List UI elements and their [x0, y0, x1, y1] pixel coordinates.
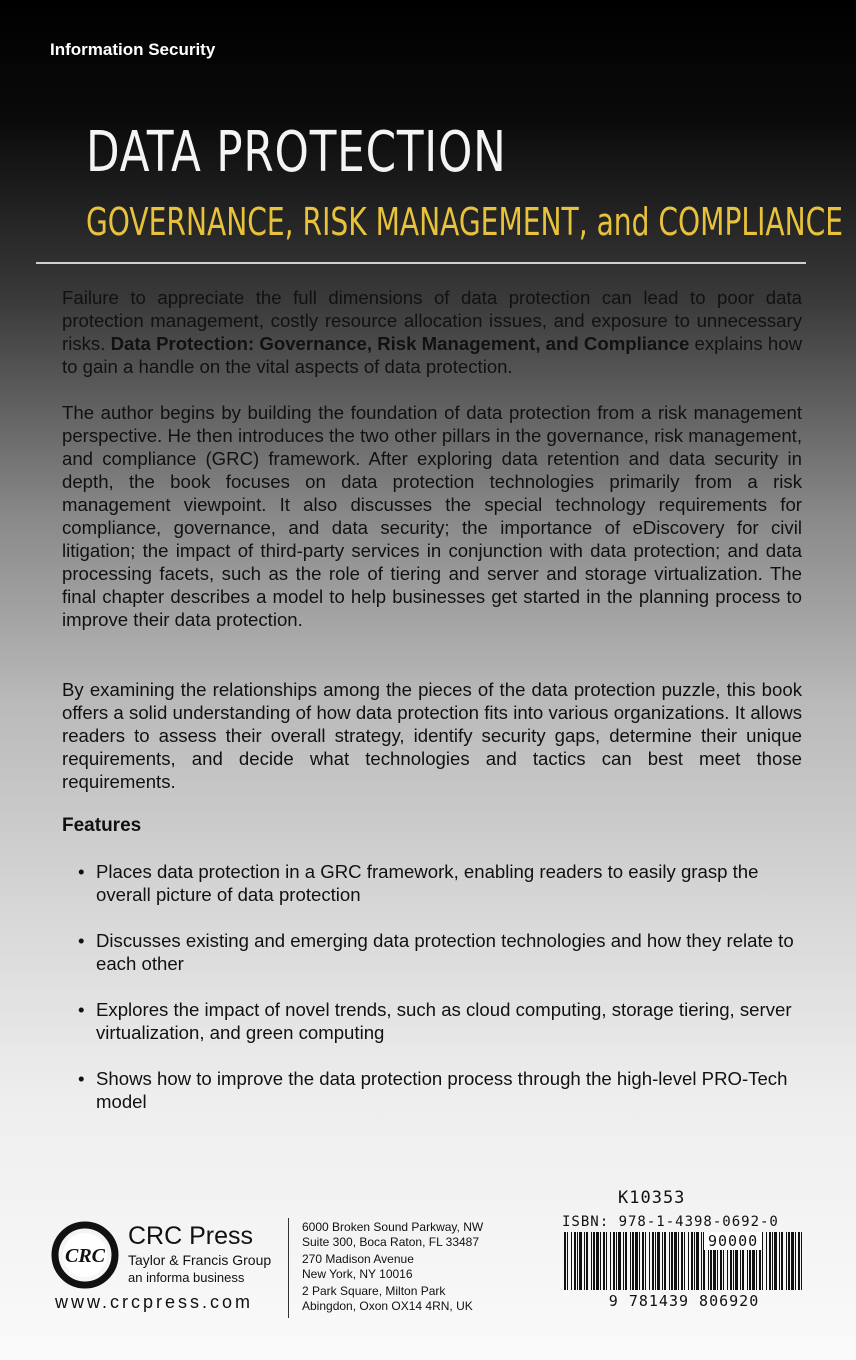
- barcode-bar: [574, 1232, 576, 1290]
- barcode-bar: [596, 1232, 599, 1290]
- barcode-bar: [616, 1232, 617, 1290]
- feature-text: Discusses existing and emerging data protection technologies and how they relate to each other: [96, 930, 794, 974]
- bullet-icon: •: [78, 861, 85, 882]
- address-line: 6000 Broken Sound Parkway, NW: [302, 1220, 484, 1234]
- barcode-bar: [593, 1232, 595, 1290]
- barcode-bar: [645, 1232, 646, 1290]
- barcode-bar: [652, 1232, 654, 1290]
- publisher-group: Taylor & Francis Group: [128, 1252, 272, 1268]
- address-block: [302, 1220, 483, 1250]
- barcode-bar: [630, 1232, 631, 1290]
- barcode-bar: [577, 1232, 578, 1290]
- barcode-bar: [584, 1232, 585, 1290]
- barcode-bar: [772, 1232, 773, 1290]
- barcode-bar: [586, 1232, 588, 1290]
- barcode-bar: [694, 1232, 695, 1290]
- feature-text: Explores the impact of novel trends, such as cloud computing, storage tiering, server virtualization, and green computing: [96, 999, 792, 1043]
- barcode-bar: [613, 1232, 615, 1290]
- address-line: New York, NY 10016: [302, 1267, 413, 1281]
- isbn-text: ISBN: 978-1-4398-0692-0: [562, 1214, 779, 1230]
- address-divider: [288, 1218, 289, 1318]
- barcode-bar: [769, 1232, 771, 1290]
- p1-start: Failure to appreciate the full dimensions of data protection can lead to poor data protection management, costly resource allocation issues, and exposure to unnecessary risks.: [62, 287, 802, 354]
- address-line: Suite 300, Boca Raton, FL 33487: [302, 1235, 480, 1249]
- barcode-bar: [779, 1232, 780, 1290]
- crc-logo-icon: [50, 1220, 120, 1290]
- p1-end: explains how to gain a handle on the vital aspects of data protection.: [62, 333, 802, 377]
- barcode-bar: [657, 1232, 660, 1290]
- barcode-bars: [562, 1232, 806, 1290]
- description-paragraph-2: The author begins by building the foundation of data protection from a risk management perspective. He then introduces the two other pillars in the governance, risk management, and compliance (GRC) framework. After exploring data retention and data security in depth, the book focuses on data protection technologies primarily from a risk management viewpoint. It also discusses the special technology requirements for compliance, governance, and data security; the importance of eDiscovery for civil litigation; the impact of third-party services in conjunction with data protection; and data processing facets, such as the role of tiering and server and storage virtualization. The final chapter describes a model to help businesses get started in the planning process to improve their data protection.: [62, 402, 802, 630]
- barcode-bar: [795, 1232, 796, 1290]
- barcode-bar: [649, 1232, 650, 1290]
- barcode-bar: [632, 1232, 634, 1290]
- barcode-bar: [669, 1232, 670, 1290]
- barcode-bar: [603, 1232, 605, 1290]
- barcode-bar: [798, 1232, 800, 1290]
- barcode-bar: [781, 1232, 783, 1290]
- address-block: [302, 1252, 483, 1282]
- p1-bold-title: Data Protection: Governance, Risk Management, and Compliance: [110, 333, 690, 354]
- barcode-bar: [625, 1232, 627, 1290]
- barcode-bar: [564, 1232, 566, 1290]
- description-paragraph-1: [62, 286, 802, 378]
- book-title: DATA PROTECTION: [86, 120, 507, 185]
- feature-item: [62, 860, 802, 906]
- barcode-bar: [791, 1232, 794, 1290]
- publisher-name: CRC Press: [128, 1222, 254, 1250]
- feature-text: Shows how to improve the data protection process through the high-level PRO-Tech model: [96, 1068, 788, 1112]
- barcode-bar: [691, 1232, 693, 1290]
- bullet-icon: •: [78, 999, 85, 1020]
- barcode-bar: [684, 1232, 685, 1290]
- barcode-bar: [579, 1232, 582, 1290]
- barcode-bar: [639, 1232, 640, 1290]
- barcode-bar: [662, 1232, 663, 1290]
- barcode-bar: [664, 1232, 666, 1290]
- feature-item: [62, 1067, 802, 1113]
- barcode-bar: [623, 1232, 624, 1290]
- feature-item: [62, 929, 802, 975]
- barcode-bar: [600, 1232, 601, 1290]
- barcode-bar: [567, 1232, 568, 1290]
- features-heading: Features: [62, 815, 142, 836]
- barcode-bar: [635, 1232, 638, 1290]
- barcode-bar: [786, 1232, 787, 1290]
- barcode-area: [562, 1188, 806, 1318]
- barcode-bar: [774, 1232, 777, 1290]
- barcode-bar: [701, 1232, 702, 1290]
- address-line: 2 Park Square, Milton Park: [302, 1284, 446, 1298]
- feature-text: Places data protection in a GRC framework, enabling readers to easily grasp the overall picture of data protection: [96, 861, 759, 905]
- features-list: [62, 860, 802, 1136]
- barcode-bar: [571, 1232, 572, 1290]
- barcode-bar: [591, 1232, 592, 1290]
- price-code: 90000: [704, 1232, 762, 1250]
- barcode-bar: [655, 1232, 656, 1290]
- publisher-informa: an informa business: [128, 1270, 245, 1285]
- barcode-bar: [766, 1232, 767, 1290]
- book-subtitle: GOVERNANCE, RISK MANAGEMENT, and COMPLIANCE: [86, 200, 844, 244]
- bullet-icon: •: [78, 1068, 85, 1089]
- barcode-bar: [688, 1232, 689, 1290]
- publisher-logo: [50, 1214, 290, 1304]
- barcode-digits: 9 781439 806920: [608, 1292, 760, 1310]
- address-line: 270 Madison Avenue: [302, 1252, 414, 1266]
- product-code: K10353: [618, 1188, 686, 1208]
- barcode-bar: [674, 1232, 677, 1290]
- barcode-bar: [610, 1232, 611, 1290]
- publisher-addresses: [302, 1220, 483, 1316]
- feature-item: [62, 998, 802, 1044]
- address-block: [302, 1284, 483, 1314]
- publisher-website: www.crcpress.com: [55, 1292, 254, 1312]
- barcode-bar: [606, 1232, 607, 1290]
- barcode-bar: [618, 1232, 621, 1290]
- bullet-icon: •: [78, 930, 85, 951]
- address-line: Abingdon, Oxon OX14 4RN, UK: [302, 1299, 473, 1313]
- description-paragraph-3: By examining the relationships among the pieces of the data protection puzzle, this book offers a solid understanding of how data protection fits into various organizations. It allows readers to assess their overall strategy, identify security gaps, determine their unique requirements, and decide what technologies and tactics can best meet those requirements.: [62, 679, 802, 792]
- crc-logo-text: CRC: [64, 1245, 106, 1267]
- barcode-bar: [642, 1232, 644, 1290]
- title-divider: [36, 262, 806, 264]
- barcode-bar: [696, 1232, 699, 1290]
- barcode-bar: [681, 1232, 683, 1290]
- barcode-bar: [788, 1232, 790, 1290]
- series-label: Information Security: [50, 40, 216, 59]
- barcode-bar: [801, 1232, 802, 1290]
- barcode-bar: [678, 1232, 679, 1290]
- barcode-bar: [671, 1232, 673, 1290]
